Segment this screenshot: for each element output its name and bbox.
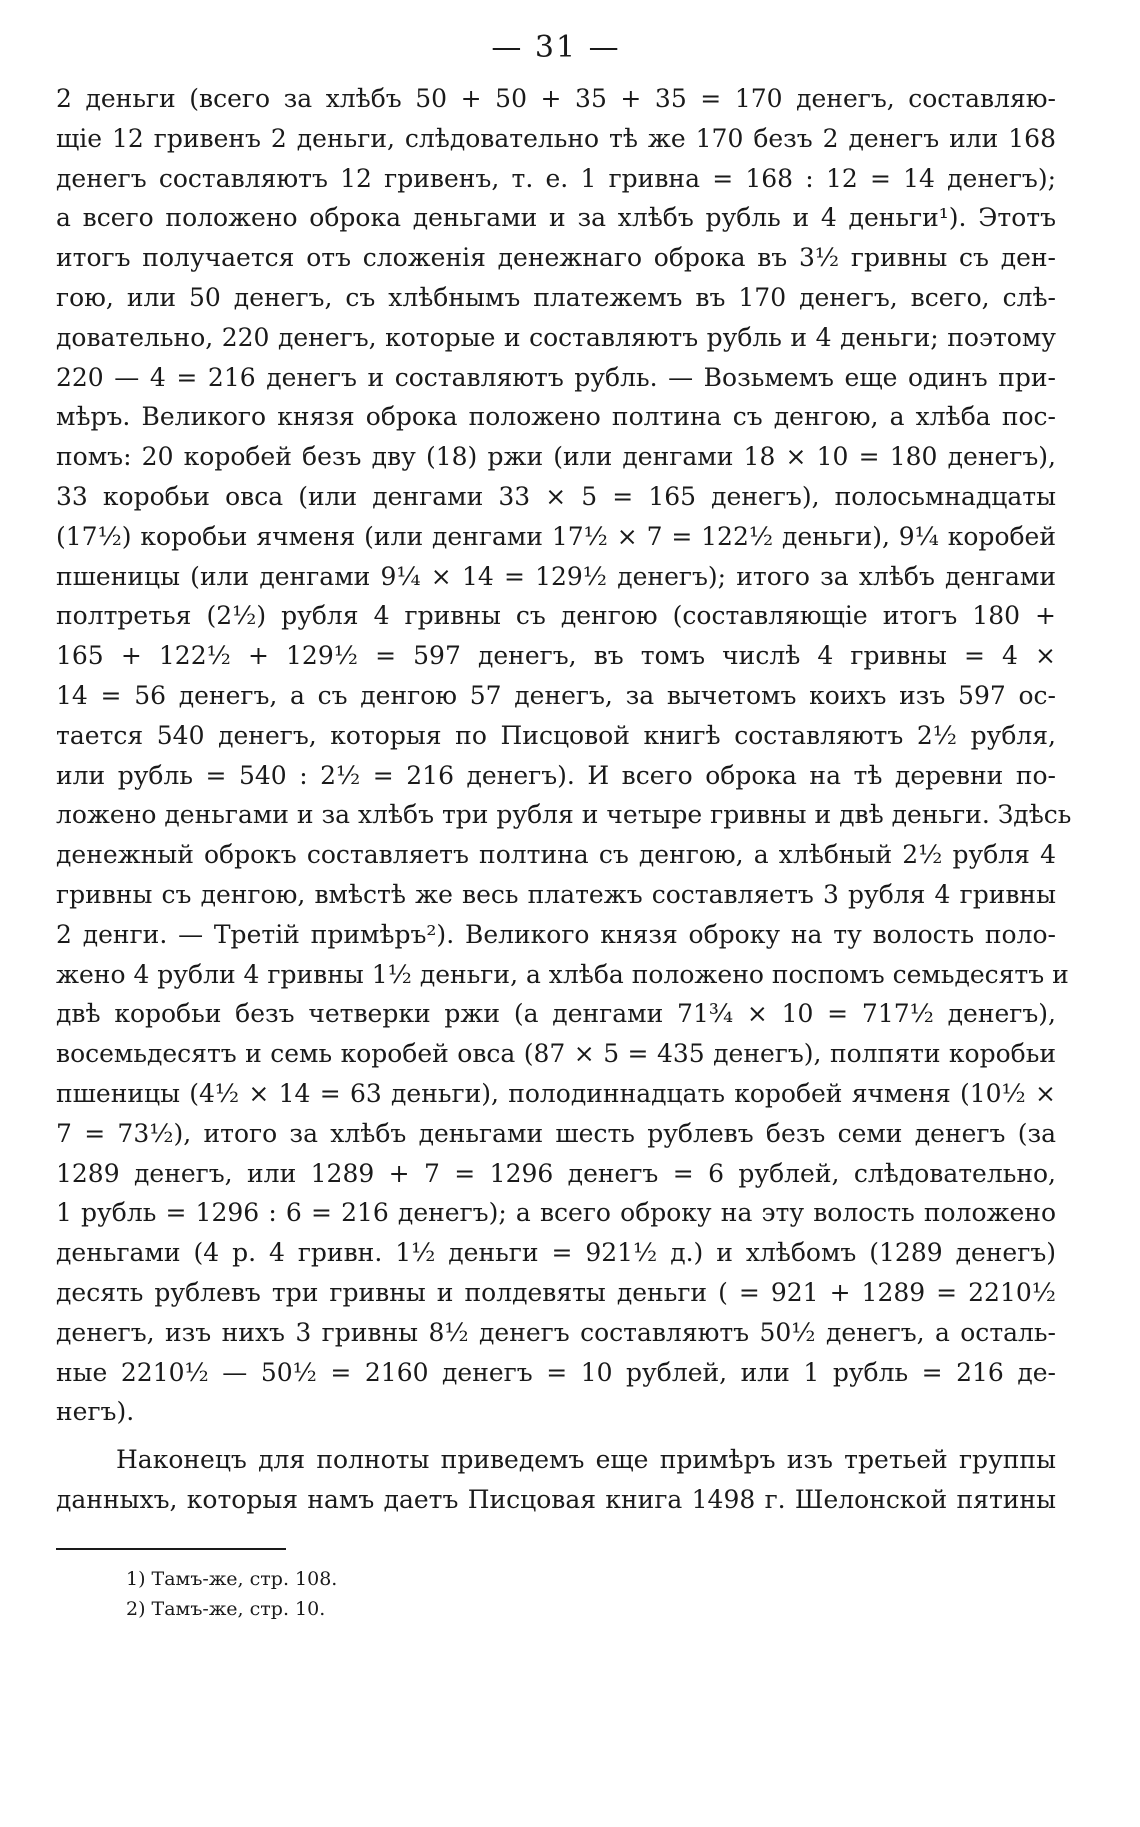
- text-line: денегъ, изъ нихъ 3 гривны 8½ денегъ составляютъ 50½ денегъ, а осталь-: [56, 1317, 1056, 1347]
- text-line: денежный оброкъ составляетъ полтина съ денгою, а хлѣбный 2½ рубля 4: [56, 840, 1056, 870]
- text-line: (17½) коробьи ячменя (или денгами 17½ × 7 = 122½ деньги), 9¼ коробей: [56, 521, 1056, 551]
- text-line: 1 рубль = 1296 : 6 = 216 денегъ); а всего оброку на эту волость положено: [56, 1198, 1056, 1228]
- text-line: пшеницы (4½ × 14 = 63 деньги), полодиннадцать коробей ячменя (10½ ×: [56, 1078, 1056, 1108]
- footnote: 1) Тамъ-же, стр. 108.: [126, 1567, 338, 1590]
- text-line: 7 = 73½), итого за хлѣбъ деньгами шесть рублевъ безъ семи денегъ (за: [56, 1118, 1056, 1148]
- text-line: денегъ составляютъ 12 гривенъ, т. е. 1 гривна = 168 : 12 = 14 денегъ);: [56, 163, 1056, 193]
- body-paragraph: [56, 79, 1072, 1432]
- text-line: 2 деньги (всего за хлѣбъ 50 + 50 + 35 + 35 = 170 денегъ, составляю-: [56, 84, 1056, 113]
- text-line: ложено деньгами и за хлѣбъ три рубля и четыре гривны и двѣ деньги. Здѣсь: [56, 800, 1072, 830]
- text-line: пшеницы (или денгами 9¼ × 14 = 129½ денегъ); итого за хлѣбъ денгами: [56, 561, 1056, 591]
- text-line: щіе 12 гривенъ 2 деньги, слѣдовательно тѣ же 170 безъ 2 денегъ или 168: [56, 123, 1056, 153]
- text-line: восемьдесятъ и семь коробей овса (87 × 5 = 435 денегъ), полпяти коробьи: [56, 1039, 1056, 1069]
- text-line: десять рублевъ три гривны и полдевяты деньги ( = 921 + 1289 = 2210½: [56, 1277, 1056, 1307]
- text-line: мѣръ. Великого князя оброка положено полтина съ денгою, а хлѣба пос-: [56, 402, 1056, 432]
- text-line: жено 4 рубли 4 гривны 1½ деньги, а хлѣба положено поспомъ семьдесятъ и: [56, 959, 1069, 989]
- text-line: итогъ получается отъ сложенія денежнаго оброка въ 3½ гривны съ ден-: [56, 243, 1056, 273]
- body-paragraph: [56, 1440, 1056, 1520]
- text-line: 14 = 56 денегъ, а съ денгою 57 денегъ, за вычетомъ коихъ изъ 597 ос-: [56, 680, 1056, 710]
- text-line: 33 коробьи овса (или денгами 33 × 5 = 165 денегъ), полосьмнадцаты: [56, 481, 1056, 511]
- text-line: деньгами (4 р. 4 гривн. 1½ деньги = 921½ д.) и хлѣбомъ (1289 денегъ): [56, 1238, 1056, 1268]
- text-line: а всего положено оброка деньгами и за хлѣбъ рубль и 4 деньги¹). Этотъ: [56, 203, 1056, 233]
- text-line: помъ: 20 коробей безъ дву (18) ржи (или денгами 18 × 10 = 180 денегъ),: [56, 442, 1056, 472]
- text-line: довательно, 220 денегъ, которые и составляютъ рубль и 4 деньги; поэтому: [56, 322, 1056, 352]
- page: [56, 30, 1072, 1624]
- text-line: гривны съ денгою, вмѣстѣ же весь платежъ составляетъ 3 рубля 4 гривны: [56, 879, 1056, 909]
- text-line: 1289 денегъ, или 1289 + 7 = 1296 денегъ = 6 рублей, слѣдовательно,: [56, 1158, 1056, 1188]
- footnote: 2) Тамъ-же, стр. 10.: [126, 1597, 326, 1620]
- paragraph-gap: [56, 1432, 1056, 1440]
- text-line: негъ).: [56, 1397, 135, 1427]
- text-line: или рубль = 540 : 2½ = 216 денегъ). И всего оброка на тѣ деревни по-: [56, 760, 1056, 790]
- text-line: 2 денги. — Третій примѣръ²). Великого князя оброку на ту волость поло-: [56, 919, 1056, 949]
- text-line: данныхъ, которыя намъ даетъ Писцовая книга 1498 г. Шелонской пятины: [56, 1484, 1056, 1514]
- text-line: ные 2210½ — 50½ = 2160 денегъ = 10 рублей, или 1 рубль = 216 де-: [56, 1357, 1056, 1387]
- footnotes: [56, 1564, 1056, 1624]
- text-line: двѣ коробьи безъ четверки ржи (а денгами 71¾ × 10 = 717½ денегъ),: [56, 999, 1056, 1029]
- text-line: Наконецъ для полноты приведемъ еще примѣръ изъ третьей группы: [116, 1445, 1056, 1475]
- page-number: — 31 —: [491, 30, 621, 65]
- footnote-divider: [56, 1548, 286, 1550]
- text-line: полтретья (2½) рубля 4 гривны съ денгою (составляющіе итогъ 180 +: [56, 601, 1056, 631]
- text-line: гою, или 50 денегъ, съ хлѣбнымъ платежемъ въ 170 денегъ, всего, слѣ-: [56, 282, 1056, 312]
- text-line: тается 540 денегъ, которыя по Писцовой книгѣ составляютъ 2½ рубля,: [56, 720, 1056, 750]
- text-line: 220 — 4 = 216 денегъ и составляютъ рубль. — Возьмемъ еще одинъ при-: [56, 362, 1056, 392]
- text-line: 165 + 122½ + 129½ = 597 денегъ, въ томъ числѣ 4 гривны = 4 ×: [56, 641, 1056, 671]
